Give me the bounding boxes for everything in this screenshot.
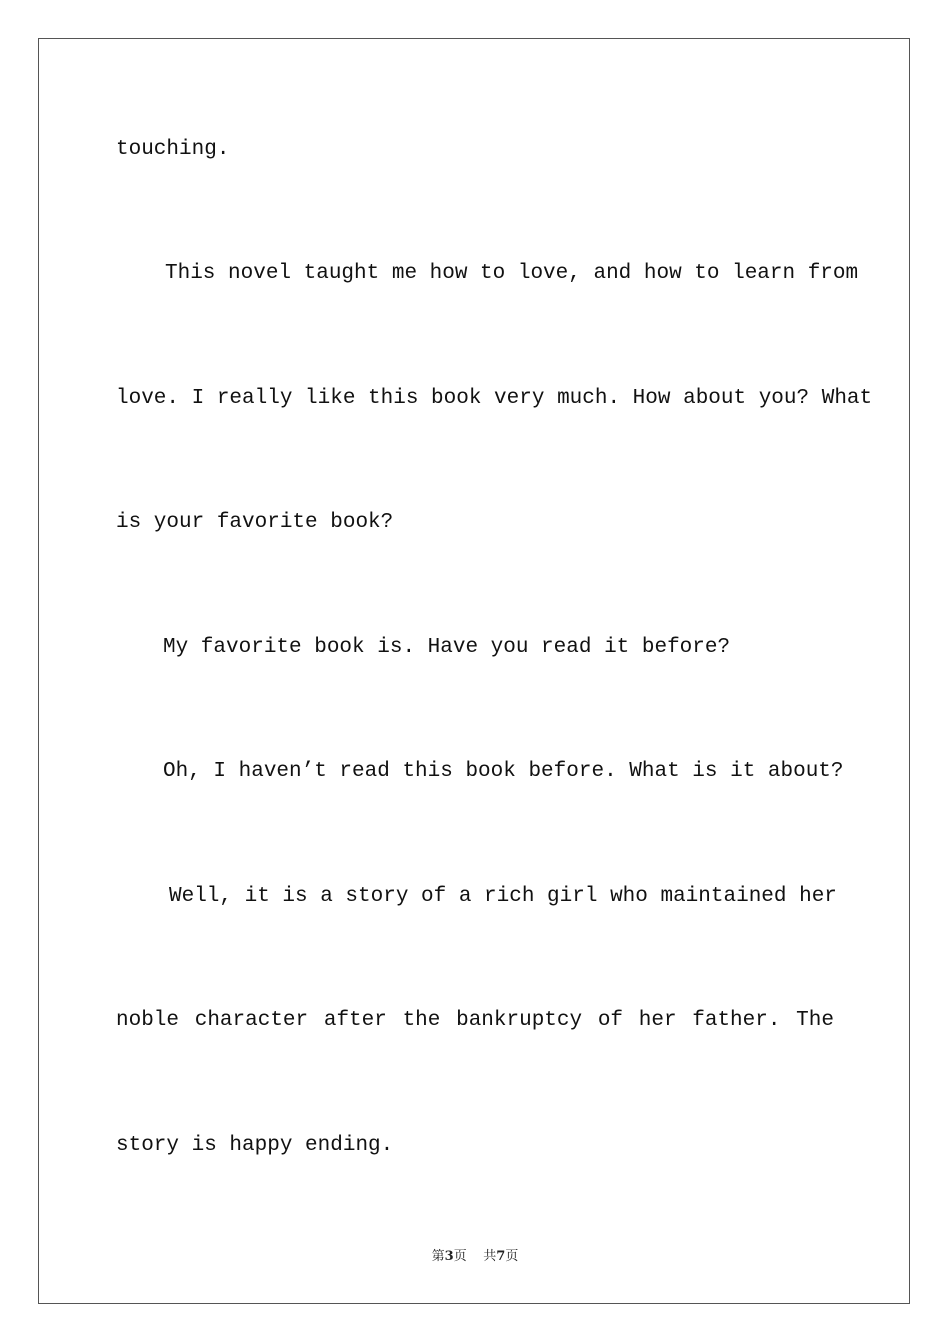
text-line-4: is your favorite book? bbox=[116, 511, 394, 534]
text-line-5: My favorite book is. Have you read it before? bbox=[163, 636, 731, 659]
footer-total-prefix: 共 bbox=[483, 1249, 497, 1264]
footer-total-suffix: 页 bbox=[505, 1249, 519, 1264]
footer-prefix: 第 bbox=[431, 1249, 445, 1264]
text-line-8: noble character after the bankruptcy of her father. The bbox=[116, 1009, 834, 1032]
text-line-7: Well, it is a story of a rich girl who maintained her bbox=[169, 885, 837, 908]
page-footer bbox=[0, 1248, 950, 1266]
text-line-3: love. I really like this book very much. How about you? What bbox=[116, 387, 873, 410]
text-line-6: Oh, I haven’t read this book before. What is it about? bbox=[163, 760, 844, 783]
current-page-number: 3 bbox=[444, 1249, 454, 1264]
text-line-2: This novel taught me how to love, and how to learn from bbox=[165, 262, 859, 285]
page-border bbox=[38, 38, 910, 1304]
text-line-1: touching. bbox=[116, 138, 230, 161]
total-page-number: 7 bbox=[496, 1249, 506, 1264]
footer-page-suffix: 页 bbox=[453, 1249, 467, 1264]
text-line-9: story is happy ending. bbox=[116, 1134, 394, 1157]
